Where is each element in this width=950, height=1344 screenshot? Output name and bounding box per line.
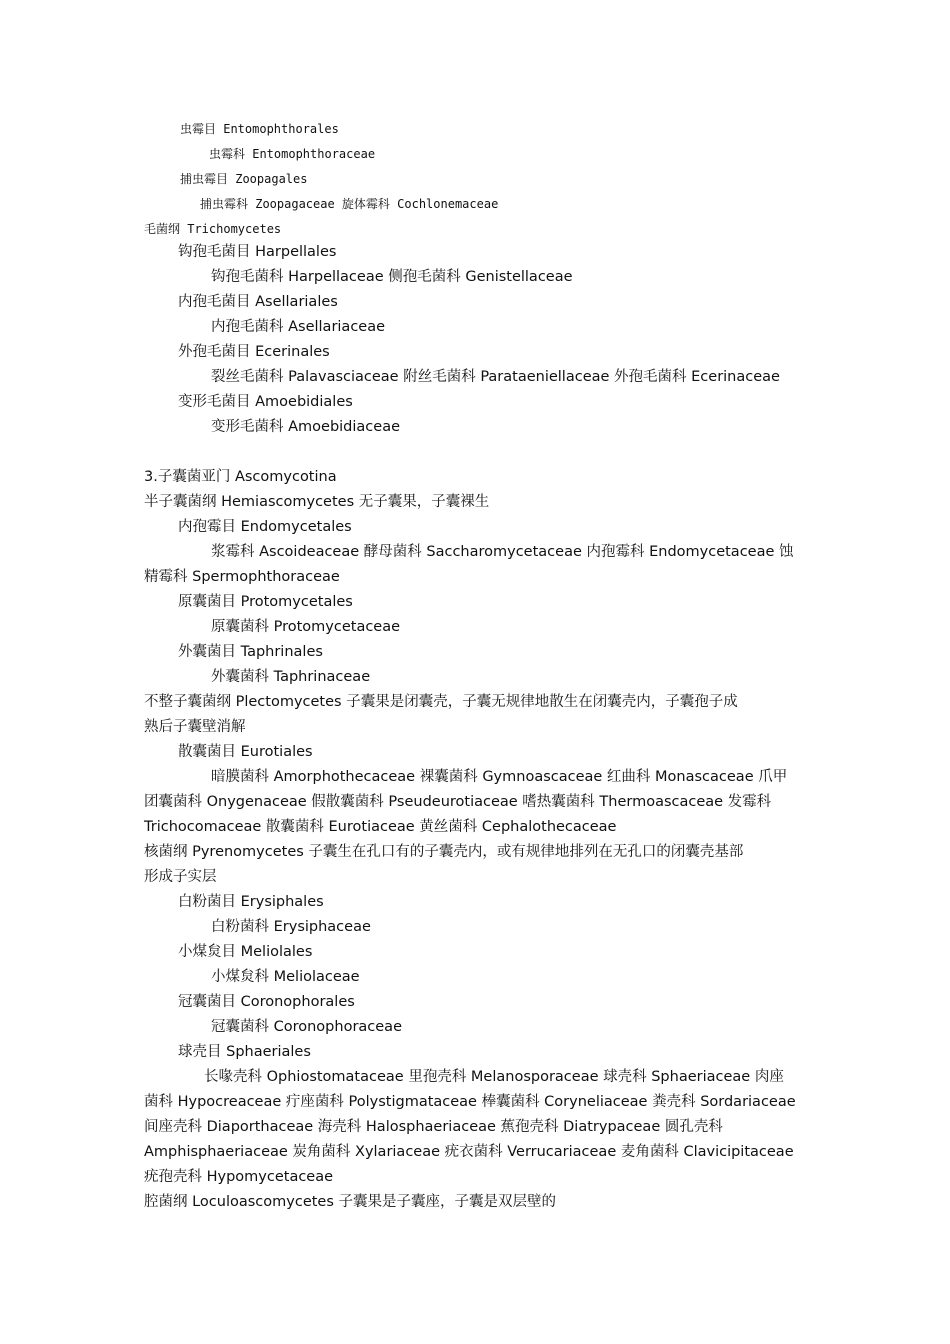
class-hemiascomycetes: 半子囊菌纲 Hemiascomycetes 无子囊果，子囊裸生 [144, 494, 490, 510]
family-asellariaceae: 内孢毛菌科 Asellariaceae [211, 319, 386, 335]
class-plectomycetes-cont: 熟后子囊壁消解 [144, 719, 246, 735]
family-diaporthaceae: 间座壳科 Diaporthaceae 海壳科 Halosphaeriaceae 蕉孢壳科 Diatrypaceae 圆孔壳科 [144, 1119, 723, 1135]
family-hypocreaceae: 菌科 Hypocreaceae 疔座菌科 Polystigmataceae 棒囊菌科 Coryneliaceae 粪壳科 Sordariaceae [144, 1094, 796, 1110]
order-harpellales: 钩孢毛菌目 Harpellales [178, 244, 337, 260]
family-amoebidiaceae: 变形毛菌科 Amoebidiaceae [211, 419, 400, 435]
order-zoopagales: 捕虫霉目 Zoopagales [180, 172, 308, 186]
family-amphisphaeriaceae: Amphisphaeriaceae 炭角菌科 Xylariaceae 疣衣菌科 Verrucariaceae 麦角菌科 Clavicipitaceae [144, 1144, 794, 1160]
family-hypomycetaceae: 疣孢壳科 Hypomycetaceae [144, 1169, 334, 1185]
family-spermophthoraceae: 精霉科 Spermophthoraceae [144, 569, 340, 585]
order-taphrinales: 外囊菌目 Taphrinales [178, 644, 323, 660]
family-ophiostomataceae: 长喙壳科 Ophiostomataceae 里孢壳科 Melanosporaceae 球壳科 Sphaeriaceae 肉座 [204, 1069, 784, 1085]
family-palavasciaceae: 裂丝毛菌科 Palavasciaceae 附丝毛菌科 Parataeniellaceae 外孢毛菌科 Ecerinaceae [211, 369, 780, 385]
family-ascoideaceae: 浆霉科 Ascoideaceae 酵母菌科 Saccharomycetaceae 内孢霉科 Endomycetaceae 蚀 [211, 544, 794, 560]
family-taphrinaceae: 外囊菌科 Taphrinaceae [211, 669, 371, 685]
class-pyrenomycetes-cont: 形成子实层 [144, 869, 217, 885]
order-endomycetales: 内孢霉目 Endomycetales [178, 519, 352, 535]
family-zoopagaceae: 捕虫霉科 Zoopagaceae 旋体霉科 Cochlonemaceae [200, 197, 499, 211]
order-meliolales: 小煤炱目 Meliolales [178, 944, 313, 960]
family-trichocomaceae: Trichocomaceae 散囊菌科 Eurotiaceae 黄丝菌科 Cephalothecaceae [144, 819, 617, 835]
order-entomophthorales: 虫霉目 Entomophthorales [180, 122, 339, 136]
order-sphaeriales: 球壳目 Sphaeriales [178, 1044, 311, 1060]
order-amoebidiales: 变形毛菌目 Amoebidiales [178, 394, 353, 410]
section-heading-ascomycotina: 3.子囊菌亚门 Ascomycotina [144, 469, 337, 485]
family-entomophthoraceae: 虫霉科 Entomophthoraceae [209, 147, 376, 161]
order-eurotiales: 散囊菌目 Eurotiales [178, 744, 313, 760]
order-erysiphales: 白粉菌目 Erysiphales [178, 894, 324, 910]
family-onygenaceae: 团囊菌科 Onygenaceae 假散囊菌科 Pseudeurotiaceae 嗜热囊菌科 Thermoascaceae 发霉科 [144, 794, 772, 810]
family-meliolaceae: 小煤炱科 Meliolaceae [211, 969, 360, 985]
class-pyrenomycetes: 核菌纲 Pyrenomycetes 子囊生在孔口有的子囊壳内，或有规律地排列在无孔口的闭囊壳基部 [144, 844, 744, 860]
class-trichomycetes: 毛菌纲 Trichomycetes [144, 222, 282, 236]
order-protomycetales: 原囊菌目 Protomycetales [178, 594, 353, 610]
order-asellariales: 内孢毛菌目 Asellariales [178, 294, 338, 310]
class-plectomycetes: 不整子囊菌纲 Plectomycetes 子囊果是闭囊壳，子囊无规律地散生在闭囊壳内，子囊孢子成 [144, 694, 738, 710]
family-harpellaceae: 钩孢毛菌科 Harpellaceae 侧孢毛菌科 Genistellaceae [211, 269, 573, 285]
family-protomycetaceae: 原囊菌科 Protomycetaceae [211, 619, 401, 635]
family-coronophoraceae: 冠囊菌科 Coronophoraceae [211, 1019, 402, 1035]
order-coronophorales: 冠囊菌目 Coronophorales [178, 994, 355, 1010]
family-amorphothecaceae: 暗膜菌科 Amorphothecaceae 裸囊菌科 Gymnoascaceae 红曲科 Monascaceae 爪甲 [211, 769, 788, 785]
order-ecerinales: 外孢毛菌目 Ecerinales [178, 344, 330, 360]
family-erysiphaceae: 白粉菌科 Erysiphaceae [211, 919, 371, 935]
class-loculoascomycetes: 腔菌纲 Loculoascomycetes 子囊果是子囊座，子囊是双层壁的 [144, 1194, 557, 1210]
